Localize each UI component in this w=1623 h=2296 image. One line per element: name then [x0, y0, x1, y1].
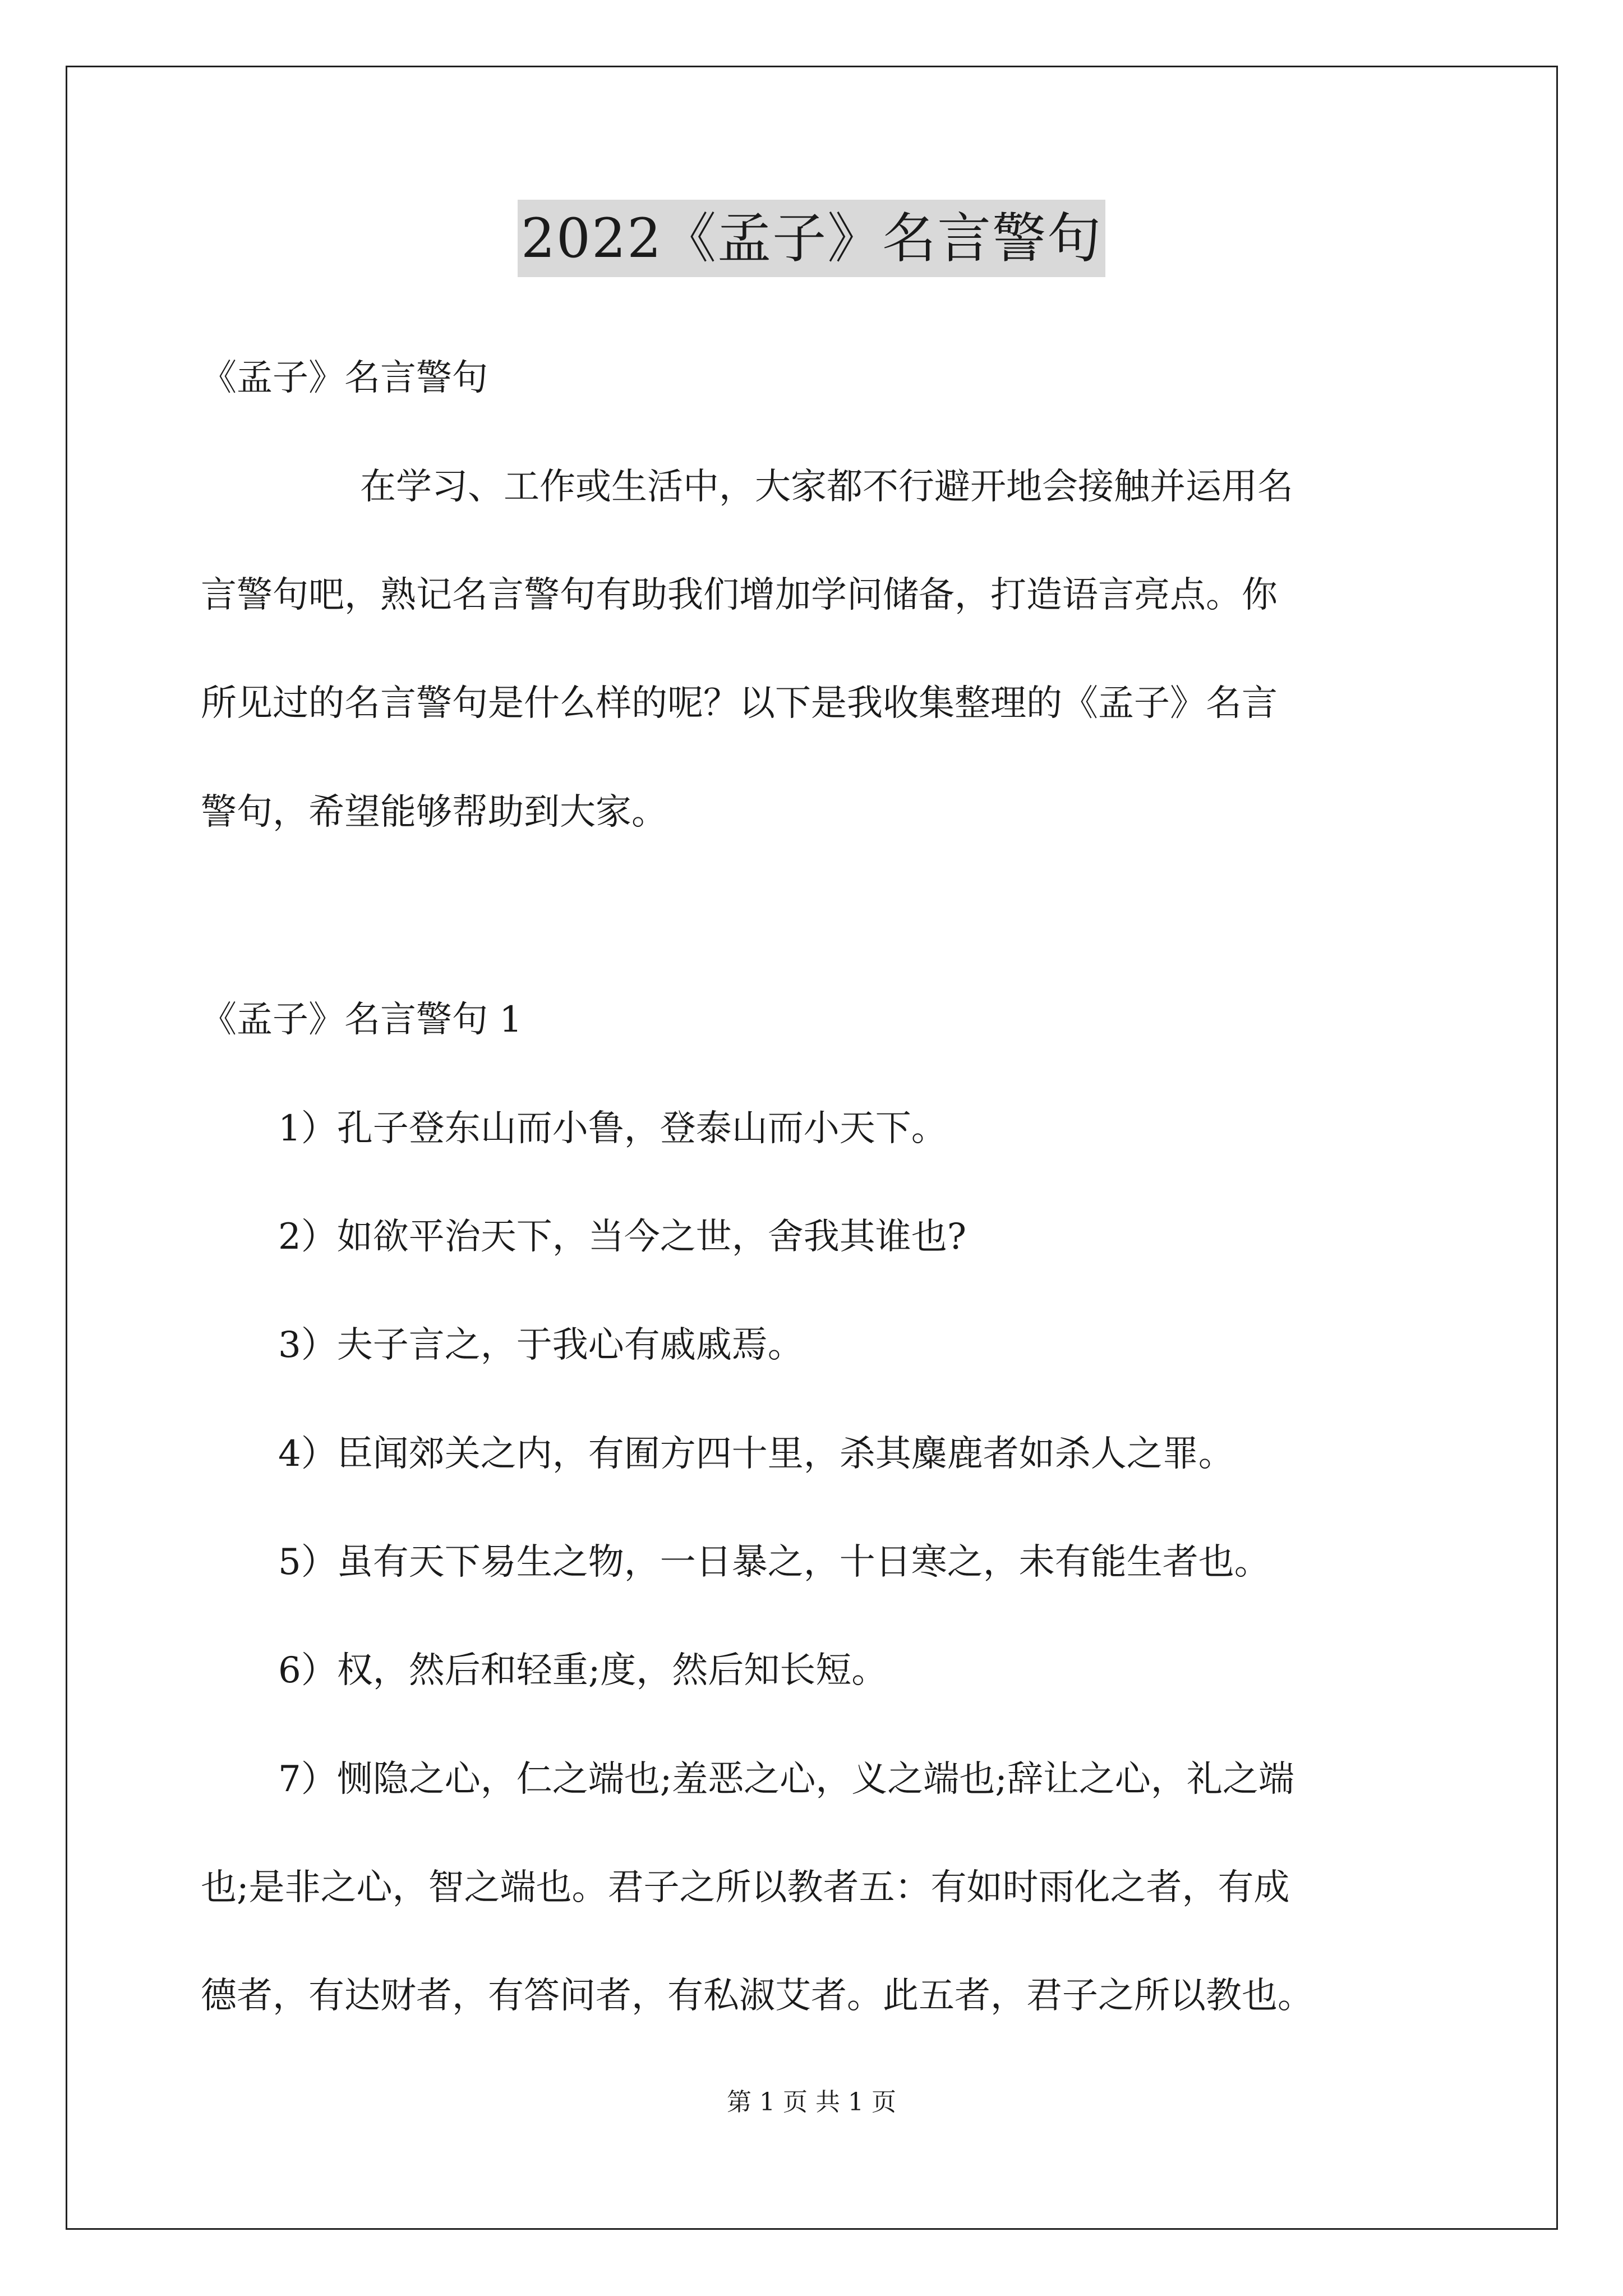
quote-3: 3）夫子言之，于我心有戚戚焉。: [278, 1324, 804, 1366]
title-container: [0, 200, 1623, 277]
quote-7-line-3: 德者，有达财者，有答问者，有私淑艾者。此五者，君子之所以教也。: [201, 1975, 1313, 2017]
section-heading: 《孟子》名言警句 1: [201, 999, 523, 1041]
intro-line-1: 在学习、工作或生活中，大家都不行避开地会接触并运用名: [360, 466, 1293, 508]
quote-4: 4）臣闻郊关之内，有囿方四十里，杀其麋鹿者如杀人之罪。: [278, 1433, 1234, 1475]
quote-5: 5）虽有天下易生之物，一日暴之，十日寒之，未有能生者也。: [278, 1542, 1270, 1583]
intro-line-3: 所见过的名言警句是什么样的呢？以下是我收集整理的《孟子》名言: [201, 683, 1278, 724]
quote-2: 2）如欲平治天下，当今之世，舍我其谁也?: [278, 1216, 967, 1258]
intro-line-2: 言警句吧，熟记名言警句有助我们增加学问储备，打造语言亮点。你: [201, 574, 1278, 616]
quote-6: 6）权，然后和轻重;度，然后知长短。: [278, 1650, 888, 1691]
quote-1: 1）孔子登东山而小鲁，登泰山而小天下。: [278, 1108, 947, 1149]
subtitle: 《孟子》名言警句: [201, 357, 488, 399]
document-title: 2022《孟子》名言警句: [518, 200, 1105, 277]
quote-7-line-1: 7）恻隐之心，仁之端也;羞恶之心，义之端也;辞让之心，礼之端: [278, 1759, 1294, 1800]
quote-7-line-2: 也;是非之心，智之端也。君子之所以教者五：有如时雨化之者，有成: [201, 1867, 1290, 1908]
intro-line-4: 警句，希望能够帮助到大家。: [201, 792, 667, 833]
page-footer: 第 1 页 共 1 页: [727, 2088, 896, 2116]
